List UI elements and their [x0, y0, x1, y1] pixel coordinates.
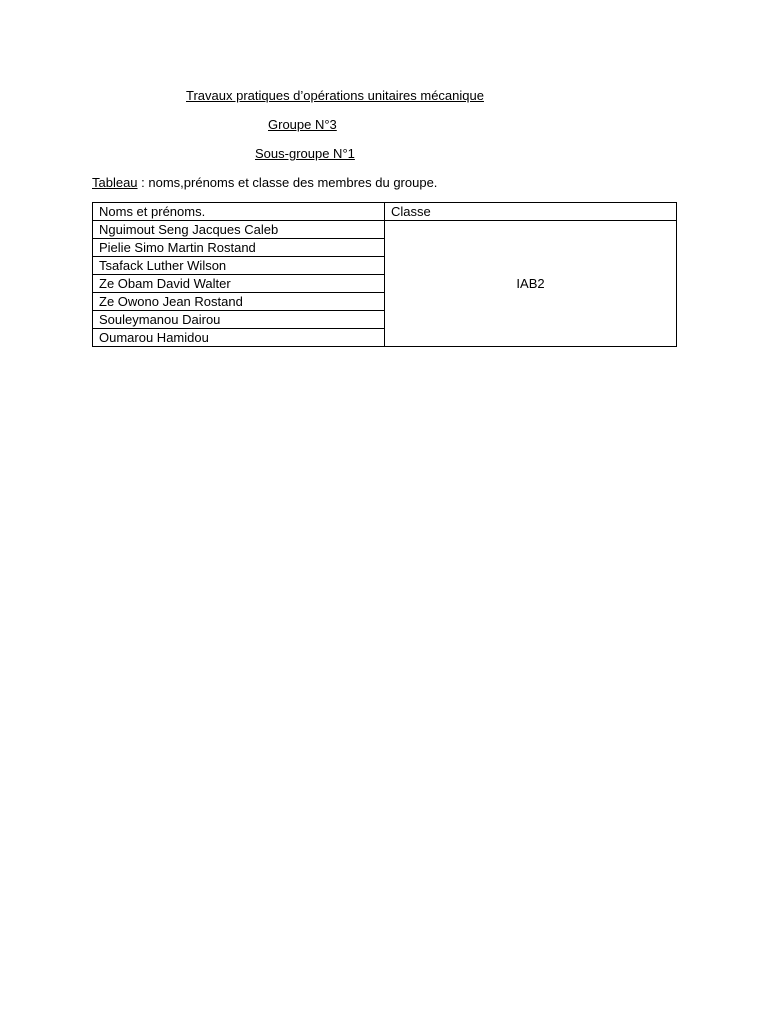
- member-name: Nguimout Seng Jacques Caleb: [93, 221, 385, 239]
- table-row: [93, 221, 677, 239]
- members-table: [92, 202, 677, 347]
- member-name: Tsafack Luther Wilson: [93, 257, 385, 275]
- table-header-row: [93, 203, 677, 221]
- header-class: Classe: [385, 203, 677, 221]
- member-name: Pielie Simo Martin Rostand: [93, 239, 385, 257]
- group-label: Groupe N°3: [268, 117, 337, 132]
- header-names: Noms et prénoms.: [93, 203, 385, 221]
- table-caption: [92, 175, 437, 191]
- member-name: Oumarou Hamidou: [93, 329, 385, 347]
- member-name: Ze Owono Jean Rostand: [93, 293, 385, 311]
- class-value: IAB2: [385, 221, 677, 347]
- subgroup-label: Sous-groupe N°1: [255, 146, 355, 161]
- member-name: Ze Obam David Walter: [93, 275, 385, 293]
- member-name: Souleymanou Dairou: [93, 311, 385, 329]
- document-title: Travaux pratiques d’opérations unitaires mécanique: [186, 88, 484, 103]
- caption-text: : noms,prénoms et classe des membres du groupe.: [137, 175, 438, 190]
- caption-label: Tableau: [92, 175, 138, 190]
